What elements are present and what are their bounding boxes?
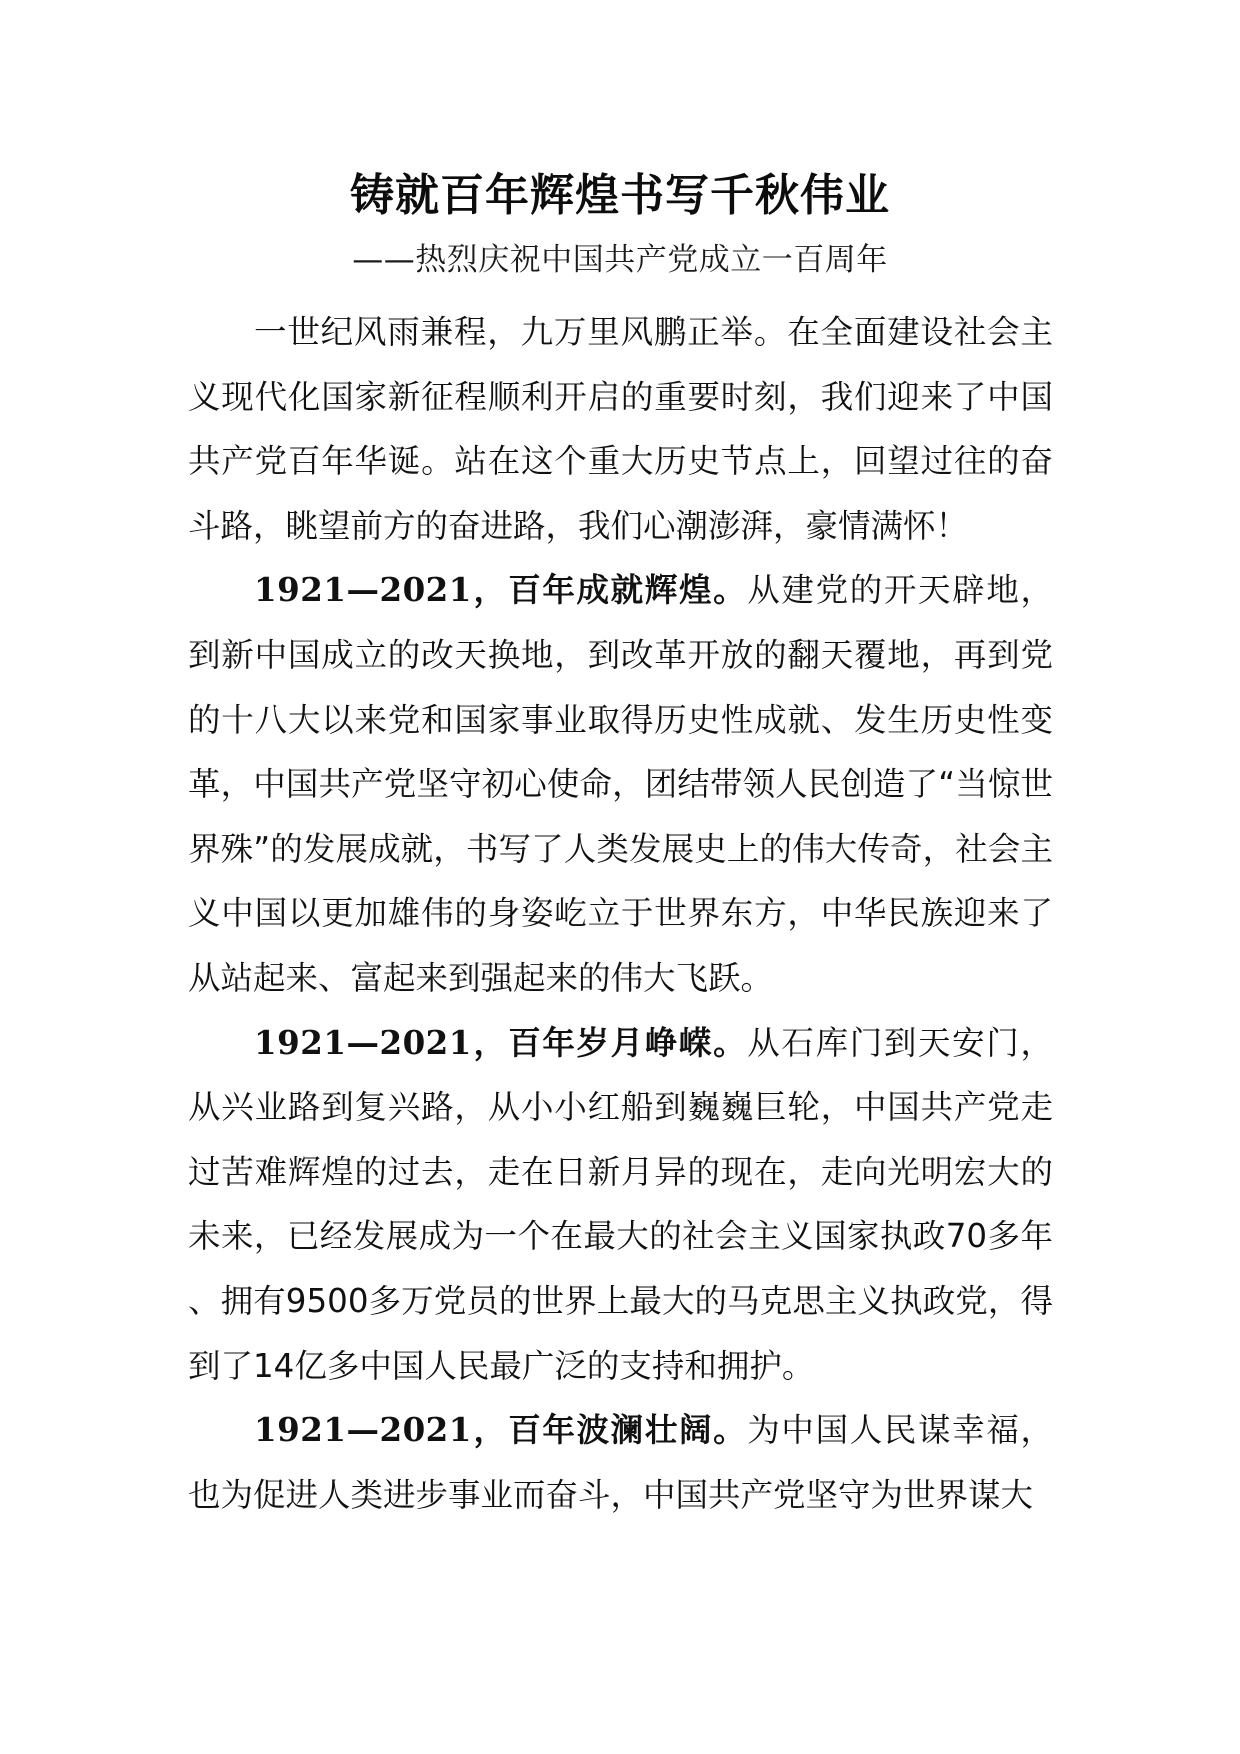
- document-subtitle: ——热烈庆祝中国共产党成立一百周年: [352, 242, 888, 278]
- document-body: [188, 300, 1053, 1527]
- paragraph-intro: [188, 300, 1053, 558]
- paragraph-text: 从建党的开天辟地，到新中国成立的改天换地，到改革开放的翻天覆地，再到党的十八大以来党和国家事业取得历史性成就、发生历史性变革，中国共产党坚守初心使命，团结带领人民创造了“当惊世界殊”的发展成就，书写了人类发展史上的伟大传奇，社会主义中国以更加雄伟的身姿屹立于世界东方，中华民族迎来了从站起来、富起来到强起来的伟大飞跃。: [188, 571, 1053, 997]
- paragraph-world: [188, 1398, 1053, 1527]
- paragraph-lead-heading: 百年岁月峥嵘。: [508, 1023, 748, 1062]
- paragraph-year-heading: 1921—2021，: [254, 1022, 509, 1062]
- paragraph-text: 从石库门到天安门，从兴业路到复兴路，从小小红船到巍巍巨轮，中国共产党走过苦难辉煌的过去，走在日新月异的现在，走向光明宏大的未来，已经发展成为一个在最大的社会主义国家执政70多年、拥有9500多万党员的世界上最大的马克思主义执政党，得到了14亿多中国人民最广泛的支持和拥护。: [188, 1023, 1053, 1385]
- paragraph-year-heading: 1921—2021，: [254, 1410, 509, 1450]
- paragraph-year-heading: 1921—2021，: [254, 570, 509, 610]
- paragraph-lead-heading: 百年成就辉煌。: [508, 571, 748, 610]
- paragraph-history: [188, 1011, 1053, 1399]
- paragraph-text: 一世纪风雨兼程，九万里风鹏正举。在全面建设社会主义现代化国家新征程顺利开启的重要时刻，我们迎来了中国共产党百年华诞。站在这个重大历史节点上，回望过往的奋斗路，眺望前方的奋进路，我们心潮澎湃，豪情满怀！: [188, 313, 1053, 545]
- paragraph-lead-heading: 百年波澜壮阔。: [508, 1411, 748, 1450]
- document-title: 铸就百年辉煌书写千秋伟业: [350, 170, 890, 221]
- paragraph-achievement: [188, 558, 1053, 1010]
- paragraph-text: 为中国人民谋幸福，也为促进人类进步事业而奋斗，中国共产党坚守为世界谋大: [188, 1411, 1053, 1514]
